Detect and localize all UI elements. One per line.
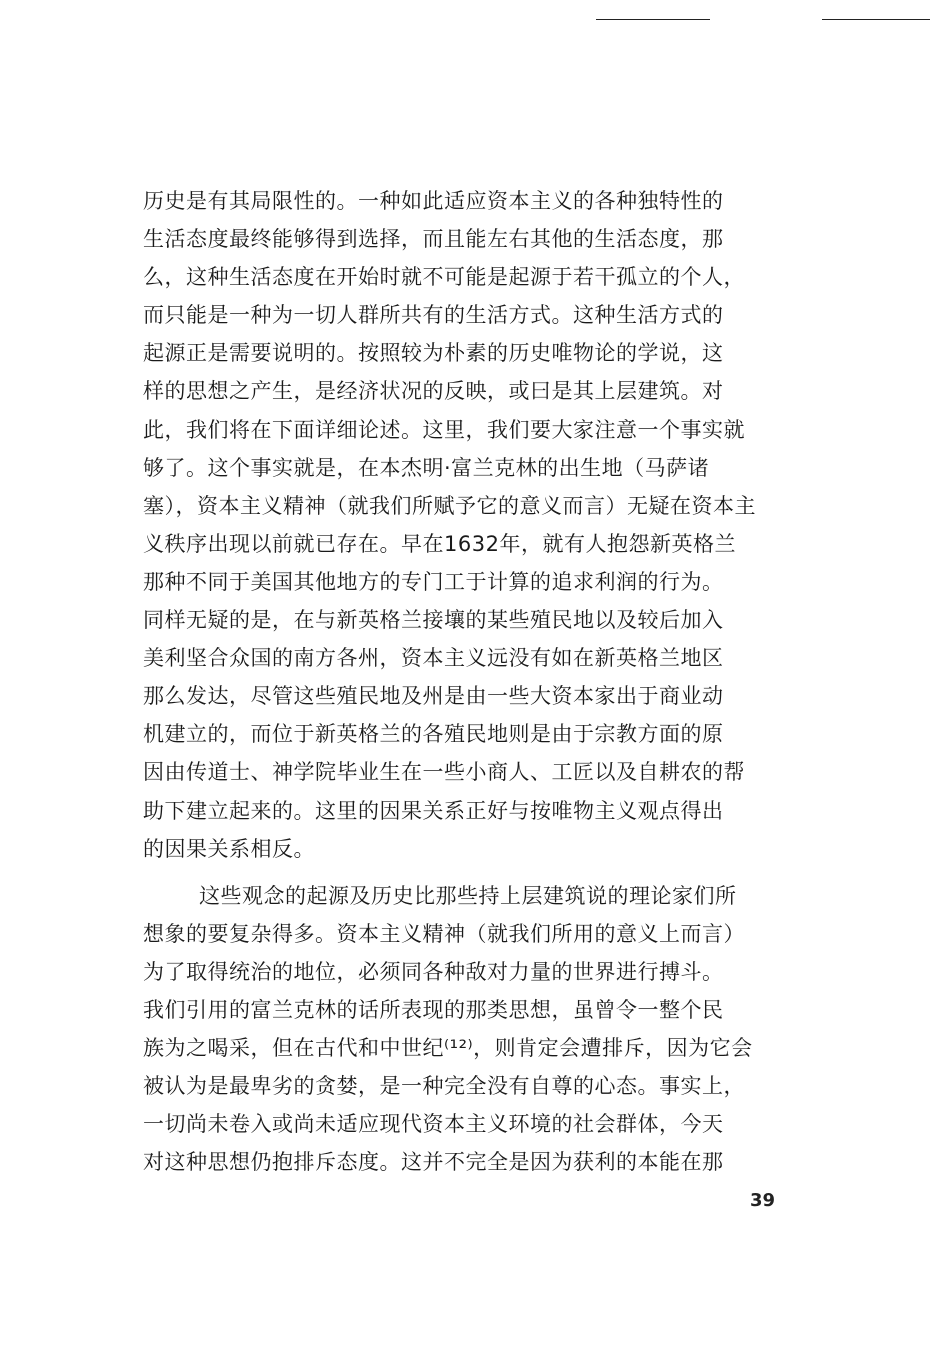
text-line: 想象的要复杂得多。资本主义精神（就我们所用的意义上而言） xyxy=(143,921,745,946)
header-rule-left xyxy=(596,19,710,20)
text-line: 么，这种生活态度在开始时就不可能是起源于若干孤立的个人， xyxy=(143,265,745,290)
text-line: 这些观念的起源及历史比那些持上层建筑说的理论家们所 xyxy=(199,883,737,908)
text-line: 族为之喝采，但在古代和中世纪⁽¹²⁾，则肯定会遭排斥，因为它会 xyxy=(143,1036,753,1061)
text-line: 而只能是一种为一切人群所共有的生活方式。这种生活方式的 xyxy=(143,303,724,328)
text-line: 我们引用的富兰克林的话所表现的那类思想，虽曾令一整个民 xyxy=(143,997,724,1022)
text-line: 样的思想之产生，是经济状况的反映，或曰是其上层建筑。对 xyxy=(143,379,724,404)
text-line: 起源正是需要说明的。按照较为朴素的历史唯物论的学说，这 xyxy=(143,341,724,366)
text-line: 生活态度最终能够得到选择，而且能左右其他的生活态度，那 xyxy=(143,227,724,252)
text-line: 机建立的，而位于新英格兰的各殖民地则是由于宗教方面的原 xyxy=(143,722,724,747)
paragraph-2 xyxy=(143,877,803,1182)
text-line: 那种不同于美国其他地方的专门工于计算的追求利润的行为。 xyxy=(143,569,724,594)
page-number: 39 xyxy=(750,1190,776,1211)
text-line: 的因果关系相反。 xyxy=(143,836,315,861)
text-line: 够了。这个事实就是，在本杰明·富兰克林的出生地（马萨诸 xyxy=(143,455,710,480)
header-rule-right xyxy=(822,19,930,20)
text-line: 对这种思想仍抱排斥态度。这并不完全是因为获利的本能在那 xyxy=(143,1150,724,1175)
text-line: 美利坚合众国的南方各州，资本主义远没有如在新英格兰地区 xyxy=(143,646,724,671)
text-line: 同样无疑的是，在与新英格兰接壤的某些殖民地以及较后加入 xyxy=(143,608,724,633)
text-line: 塞），资本主义精神（就我们所赋予它的意义而言）无疑在资本主 xyxy=(143,493,756,518)
text-line: 那么发达，尽管这些殖民地及州是由一些大资本家出于商业动 xyxy=(143,684,724,709)
text-line: 义秩序出现以前就已存在。早在1632年，就有人抱怨新英格兰 xyxy=(143,531,736,556)
text-line: 助下建立起来的。这里的因果关系正好与按唯物主义观点得出 xyxy=(143,798,724,823)
body-text xyxy=(143,182,803,1181)
text-line: 历史是有其局限性的。一种如此适应资本主义的各种独特性的 xyxy=(143,189,724,213)
text-line: 此，我们将在下面详细论述。这里，我们要大家注意一个事实就 xyxy=(143,417,745,442)
text-line: 因由传道士、神学院毕业生在一些小商人、工匠以及自耕农的帮 xyxy=(143,760,745,785)
paragraph-1 xyxy=(143,182,803,868)
text-line: 一切尚未卷入或尚未适应现代资本主义环境的社会群体，今天 xyxy=(143,1112,724,1137)
text-line: 为了取得统治的地位，必须同各种敌对力量的世界进行搏斗。 xyxy=(143,959,724,984)
text-line: 被认为是最卑劣的贪婪，是一种完全没有自尊的心态。事实上， xyxy=(143,1074,745,1099)
